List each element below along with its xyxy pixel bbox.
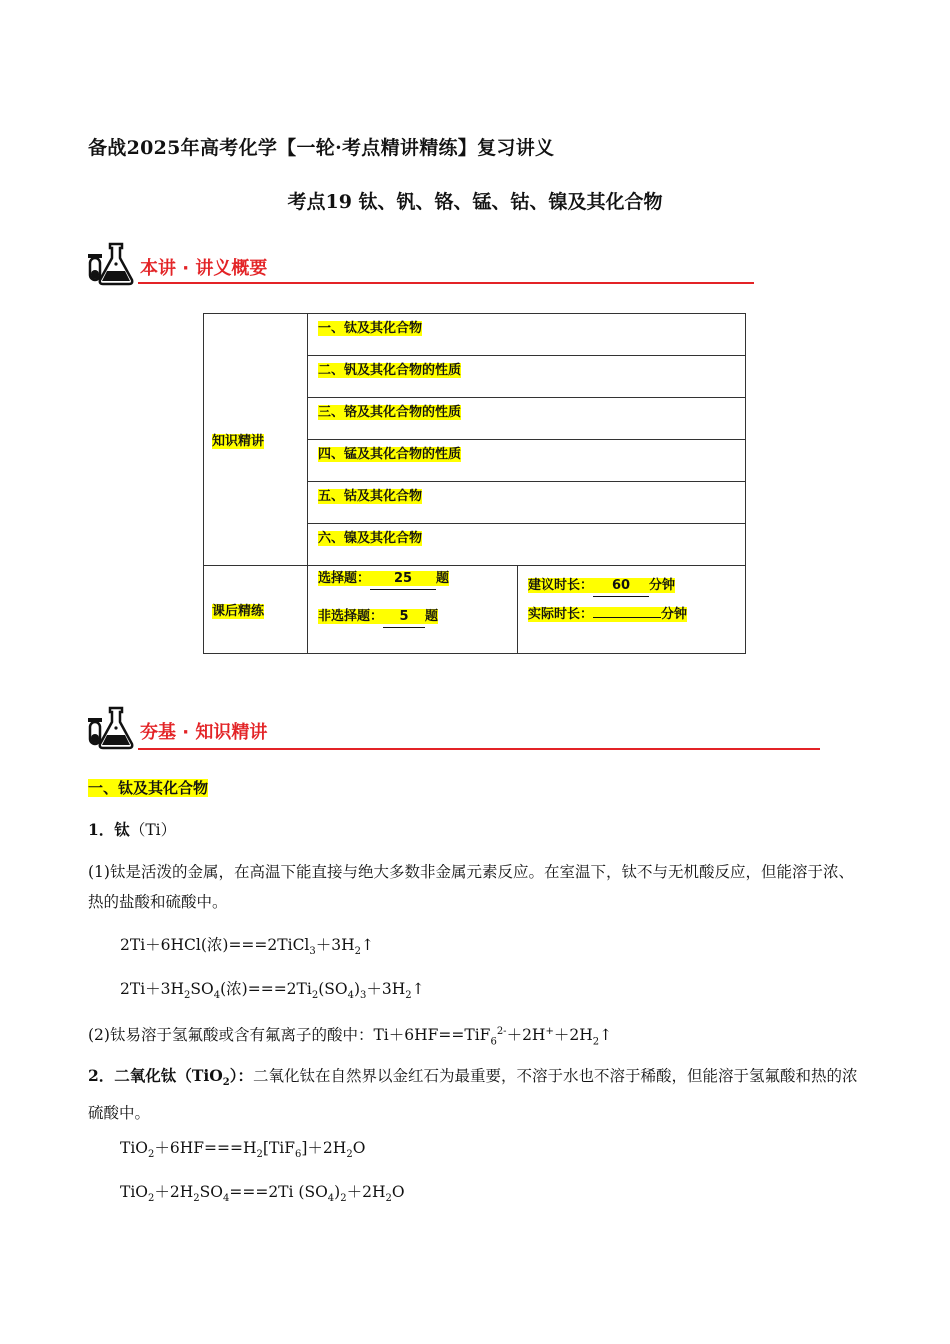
basics-label: 夯基 · 知识精讲 xyxy=(140,722,268,743)
section1-title: 一、钛及其化合物 xyxy=(88,779,209,797)
nonchoice-label: 非选择题： xyxy=(318,609,384,624)
nonchoice-count: 5 xyxy=(383,607,425,628)
minute-unit: 分钟 xyxy=(661,607,688,622)
series-title: 备战2025年高考化学【一轮·考点精讲精练】复习讲义 xyxy=(88,137,555,159)
chemistry-flask-icon xyxy=(88,704,138,750)
equation-tio2-h2so4: $TiO_2+2H_2SO_4===2Ti$ $(SO_4)_2+2H_2O$ xyxy=(120,1183,405,1205)
overview-label: 本讲 · 讲义概要 xyxy=(140,258,268,279)
question-count-cell xyxy=(308,566,518,654)
outline-item: 三、铬及其化合物的性质 xyxy=(318,405,462,420)
equation-ti-hcl: 2Ti＋6HCl(浓)$===2TiCl_3+3H_2↑$ xyxy=(120,936,375,958)
actual-label: 实际时长： xyxy=(528,607,594,622)
suggest-duration: 60 xyxy=(593,576,649,597)
paragraph-titanium-hf: (2)钛易溶于氢氟酸或含有氟离子的酸中：$Ti+6HF==TiF_6^{2-}+2H^++2H_2↑$ xyxy=(88,1026,613,1048)
outline-item: 二、钒及其化合物的性质 xyxy=(318,363,462,378)
overview-section-header xyxy=(88,240,758,290)
question-unit: 题 xyxy=(425,609,439,624)
knowledge-label: 知识精讲 xyxy=(212,434,265,449)
item1-heading: 1．钛（Ti） xyxy=(88,820,177,839)
actual-duration-blank[interactable] xyxy=(593,617,661,618)
item2-paragraph: 2．二氧化钛（TiO$_2$）：二氧化钛在自然界以金红石为最重要，不溶于水也不溶于稀酸，但能溶于氢氟酸和热的浓硫酸中。 xyxy=(88,1066,858,1123)
equation-tio2-hf: $TiO_2+6HF===H_2[TiF_6]+2H_2O$ xyxy=(120,1139,366,1161)
equation-ti-h2so4: $2Ti+3H_2SO_4$(浓)$===2Ti_2(SO_4)_3+3H_2↑$ xyxy=(120,980,425,1002)
outline-item: 四、锰及其化合物的性质 xyxy=(318,447,462,462)
suggest-label: 建议时长： xyxy=(528,578,594,593)
choice-count: 25 xyxy=(370,569,436,590)
section-divider xyxy=(138,748,820,750)
outline-item: 五、钴及其化合物 xyxy=(318,489,423,504)
section-divider xyxy=(138,282,754,284)
duration-cell xyxy=(518,566,746,654)
outline-item: 六、镍及其化合物 xyxy=(318,531,423,546)
topic-title: 考点19 钛、钒、铬、锰、钴、镍及其化合物 xyxy=(287,191,663,213)
paragraph-titanium-properties: (1)钛是活泼的金属，在高温下能直接与绝大多数非金属元素反应。在室温下，钛不与无机酸反应，但能溶于浓、热的盐酸和硫酸中。 xyxy=(88,863,854,911)
chemistry-flask-icon xyxy=(88,240,138,286)
basics-section-header xyxy=(88,704,823,754)
lecture-outline-table xyxy=(203,313,746,654)
practice-label-cell xyxy=(204,566,308,654)
question-unit: 题 xyxy=(436,571,450,586)
practice-label: 课后精练 xyxy=(212,604,265,619)
outline-item: 一、钛及其化合物 xyxy=(318,321,423,336)
knowledge-label-cell xyxy=(204,314,308,566)
choice-label: 选择题： xyxy=(318,571,371,586)
minute-unit: 分钟 xyxy=(649,578,676,593)
